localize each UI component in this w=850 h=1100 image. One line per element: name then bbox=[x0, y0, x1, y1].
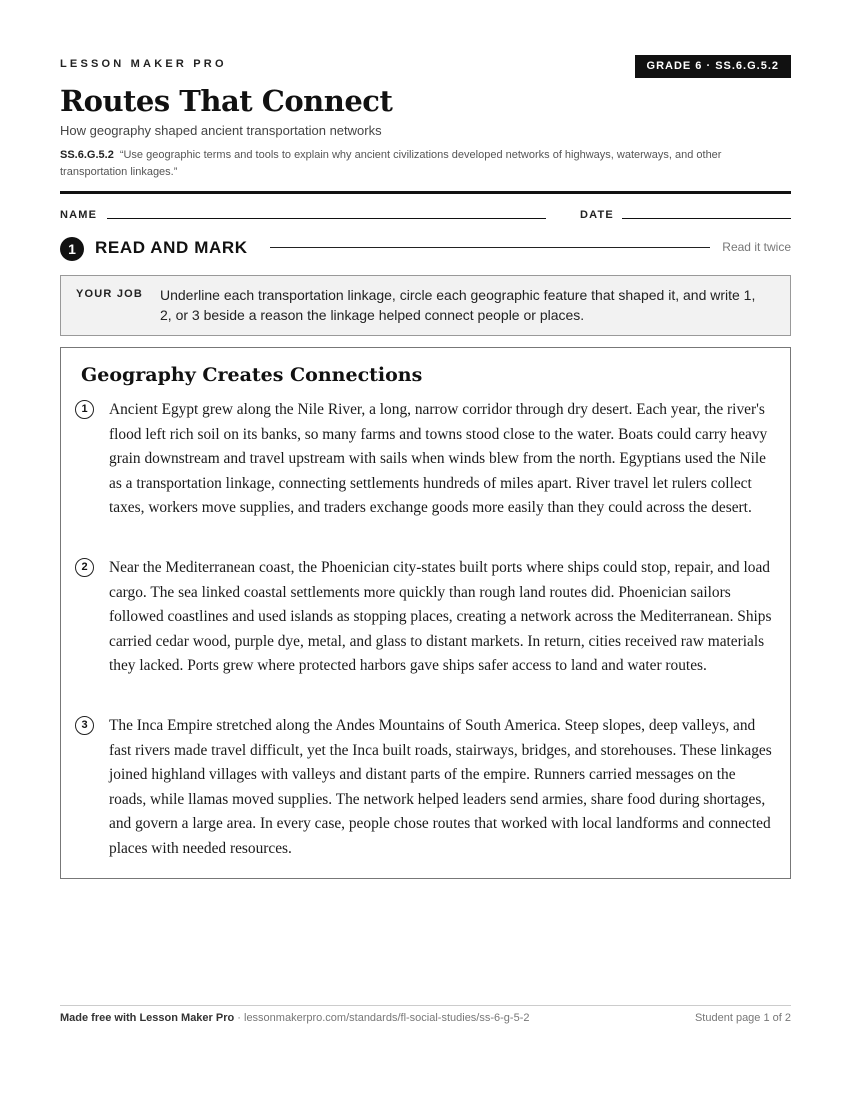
reading-passage bbox=[60, 347, 791, 879]
name-label: NAME bbox=[60, 209, 98, 221]
paragraph-text-2: Near the Mediterranean coast, the Phoenician city-states built ports where ships could stop, repair, and load cargo. The sea linked coastal settlements more quickly than rough land routes did. Phoenician sailors followed coastlines and used islands as stopping places, creating a network across the Mediterranean. Ships carried cedar wood, purple dye, metal, and glass to distant markets. In return, cities received raw materials they lacked. Ports grew where protected harbors gave ships safer access to land and water routes. bbox=[109, 559, 772, 674]
name-date-row bbox=[60, 207, 791, 223]
paragraph-text-1: Ancient Egypt grew along the Nile River, a long, narrow corridor through dry desert. Each year, the river's flood left rich soil on its banks, so many farms and towns stood close to the water. Boats could carry heavy grain downstream and travel upstream with sails when winds blew from the north. Egyptians used the Nile as a transportation linkage, connecting settlements hundreds of miles apart. River travel let rulers collect taxes, workers move supplies, and traders exchange goods more easily than they could across the desert. bbox=[109, 401, 768, 516]
instructions-label: YOUR JOB bbox=[76, 288, 144, 300]
footer-divider bbox=[60, 1005, 791, 1006]
paragraph-1 bbox=[81, 398, 776, 521]
section-title: READ AND MARK bbox=[95, 238, 248, 257]
paragraph-3 bbox=[81, 714, 776, 861]
header-divider bbox=[60, 191, 791, 194]
section-note: Read it twice bbox=[722, 240, 791, 254]
paragraph-number-2: 2 bbox=[75, 558, 94, 577]
footer bbox=[60, 1012, 791, 1024]
date-field[interactable] bbox=[622, 218, 791, 219]
passage-title: Geography Creates Connections bbox=[81, 364, 423, 386]
name-field[interactable] bbox=[107, 218, 546, 219]
standard-statement bbox=[60, 147, 791, 181]
instructions-text: Underline each transportation linkage, circle each geographic feature that shaped it, and write 1, 2, or 3 beside a reason the linkage helped connect people or places. bbox=[160, 287, 756, 323]
section-number-badge: 1 bbox=[60, 237, 84, 261]
page-count: Student page 1 of 2 bbox=[694, 1012, 791, 1024]
footer-credit: Made free with Lesson Maker Pro bbox=[60, 1012, 235, 1024]
grade-badge: GRADE 6 · SS.6.G.5.2 bbox=[635, 55, 791, 78]
page-subtitle: How geography shaped ancient transportation networks bbox=[60, 123, 382, 138]
paragraph-number-3: 3 bbox=[75, 716, 94, 735]
section-header bbox=[60, 236, 791, 260]
standard-code: SS.6.G.5.2 bbox=[60, 149, 114, 161]
instructions-box bbox=[60, 275, 791, 336]
standard-text: “Use geographic terms and tools to explain why ancient civilizations developed networks of highways, waterways, and other transportation linkages.” bbox=[60, 149, 722, 178]
paragraph-2 bbox=[81, 556, 776, 679]
footer-url[interactable]: · lessonmakerpro.com/standards/fl-social-studies/ss-6-g-5-2 bbox=[234, 1012, 530, 1024]
top-bar bbox=[60, 55, 791, 79]
section-divider bbox=[270, 247, 710, 248]
page-title: Routes That Connect bbox=[60, 84, 393, 118]
paragraph-text-3: The Inca Empire stretched along the Andes Mountains of South America. Steep slopes, deep valleys, and fast rivers made travel difficult, yet the Inca built roads, stairways, bridges, and storehouses. These linkages joined highland villages with valleys and distant parts of the empire. Runners carried messages on the roads, while llamas moved supplies. The network helped leaders send armies, share food during shortages, and govern a large area. In every case, people chose routes that worked with local landforms and connected places with needed resources. bbox=[109, 717, 772, 857]
paragraph-number-1: 1 bbox=[75, 400, 94, 419]
date-label: DATE bbox=[580, 209, 614, 221]
brand-name: LESSON MAKER PRO bbox=[60, 58, 227, 70]
